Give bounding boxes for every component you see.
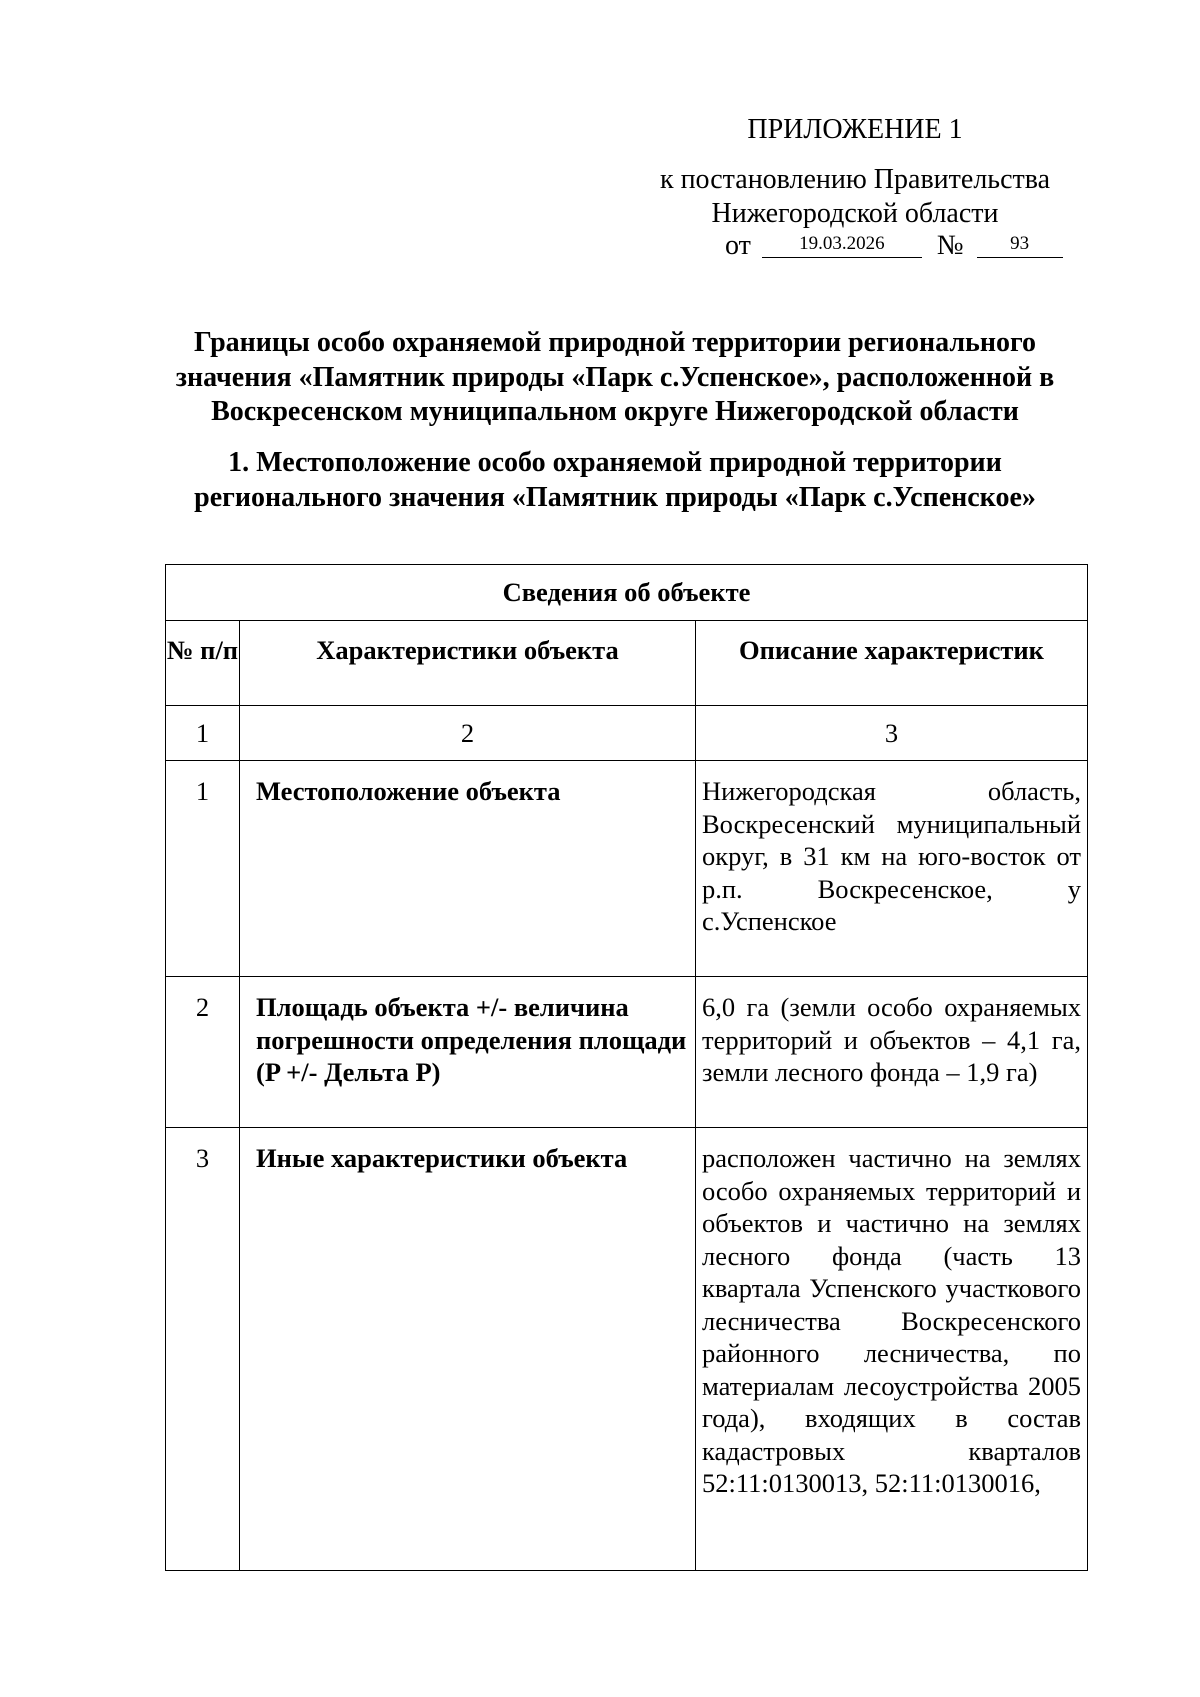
column-number: 3 — [696, 706, 1088, 761]
header-description: Описание характеристик — [696, 621, 1088, 706]
header-number: № п/п — [166, 621, 240, 706]
table-row — [166, 977, 1088, 1128]
number-label: № — [936, 230, 964, 261]
table-row — [166, 1128, 1088, 1571]
resolution-number: 93 — [977, 231, 1063, 258]
appendix-title: ПРИЛОЖЕНИЕ 1 — [747, 114, 963, 145]
row-characteristic: Площадь объекта +/- величина погрешности определения площади (P +/- Дельта P) — [240, 977, 696, 1128]
section-heading: 1. Местоположение особо охраняемой природной территории регионального значения «Памятник природы «Парк с.Успенское» — [194, 447, 1036, 513]
column-number-row — [166, 706, 1088, 761]
row-characteristic: Местоположение объекта — [240, 761, 696, 977]
appendix-region-line: Нижегородской области — [711, 198, 999, 229]
column-number: 1 — [166, 706, 240, 761]
resolution-date-line — [725, 228, 1063, 264]
row-characteristic: Иные характеристики объекта — [240, 1128, 696, 1571]
column-number: 2 — [240, 706, 696, 761]
row-number: 3 — [166, 1128, 240, 1571]
row-number: 1 — [166, 761, 240, 977]
table-row — [166, 761, 1088, 977]
row-description: расположен частично на землях особо охраняемых территорий и объектов и частично на землях лесного фонда (часть 13 квартала Успенского участкового лесничества Воскресенского районного лесничества, по материалам лесоустройства 2005 года), входящих в состав кадастровых кварталов 52:11:0130013, 52:11:0130016, — [696, 1128, 1088, 1571]
table-caption: Сведения об объекте — [166, 565, 1088, 621]
appendix-resolution-line: к постановлению Правительства — [659, 164, 1051, 195]
resolution-date: 19.03.2026 — [762, 231, 922, 258]
header-characteristics: Характеристики объекта — [240, 621, 696, 706]
row-description: 6,0 га (земли особо охраняемых территорий и объектов – 4,1 га, земли лесного фонда – 1,9 га) — [696, 977, 1088, 1128]
from-label: от — [725, 230, 751, 261]
table-header-row — [166, 621, 1088, 706]
row-number: 2 — [166, 977, 240, 1128]
document-heading: Границы особо охраняемой природной территории регионального значения «Памятник природы «Парк с.Успенское», расположенной в Воскресенском муниципальном округе Нижегородской области — [175, 327, 1055, 427]
object-info-table — [165, 564, 1088, 1571]
row-description: Нижегородская область, Воскресенский муниципальный округ, в 31 км на юго-восток от р.п. Воскресенское, у с.Успенское — [696, 761, 1088, 977]
